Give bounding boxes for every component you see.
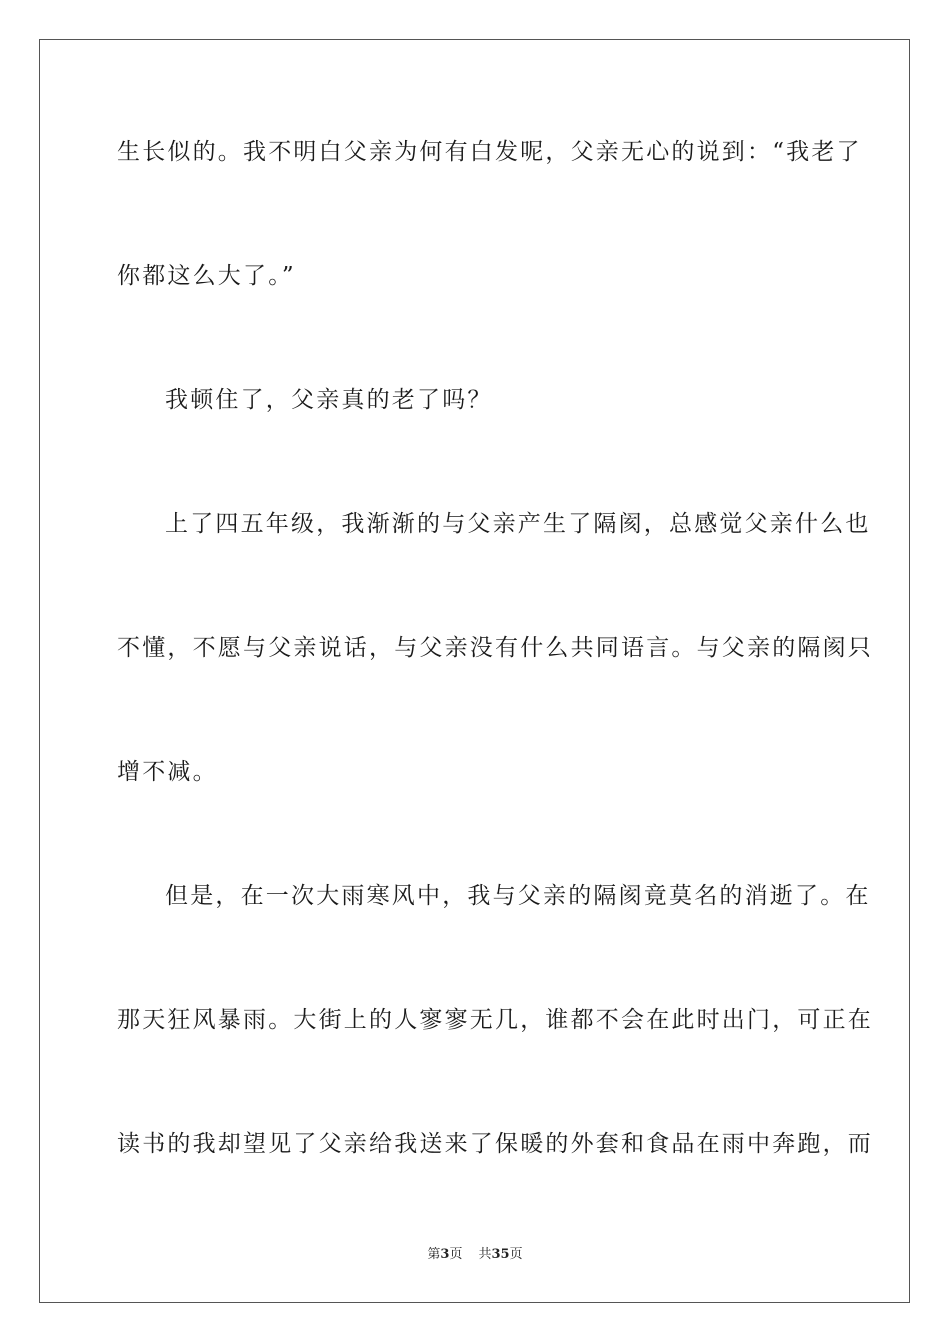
paragraph-line: 你都这么大了。” [117,263,296,289]
page-suffix: 页 [449,1247,463,1262]
paragraph-line: 不懂，不愿与父亲说话，与父亲没有什么共同语言。与父亲的隔阂只 [117,635,873,661]
paragraph-line: 我顿住了，父亲真的老了吗？ [165,387,493,413]
paragraph-line: 生长似的。我不明白父亲为何有白发呢，父亲无心的说到：“我老了 [117,139,862,165]
page-frame [39,39,910,1303]
page-prefix: 第 [427,1247,441,1262]
total-prefix: 共 [478,1247,492,1262]
page-number: 3 [440,1247,450,1262]
paragraph-line: 但是，在一次大雨寒风中，我与父亲的隔阂竟莫名的消逝了。在 [165,883,871,909]
paragraph-line: 读书的我却望见了父亲给我送来了保暖的外套和食品在雨中奔跑，而 [117,1131,873,1157]
paragraph-line: 上了四五年级，我渐渐的与父亲产生了隔阂，总感觉父亲什么也 [165,511,871,537]
total-suffix: 页 [509,1247,523,1262]
paragraph-line: 那天狂风暴雨。大街上的人寥寥无几，谁都不会在此时出门，可正在 [117,1007,873,1033]
page-footer [0,1246,950,1264]
paragraph-line: 增不减。 [117,759,218,785]
total-pages: 35 [491,1247,510,1262]
